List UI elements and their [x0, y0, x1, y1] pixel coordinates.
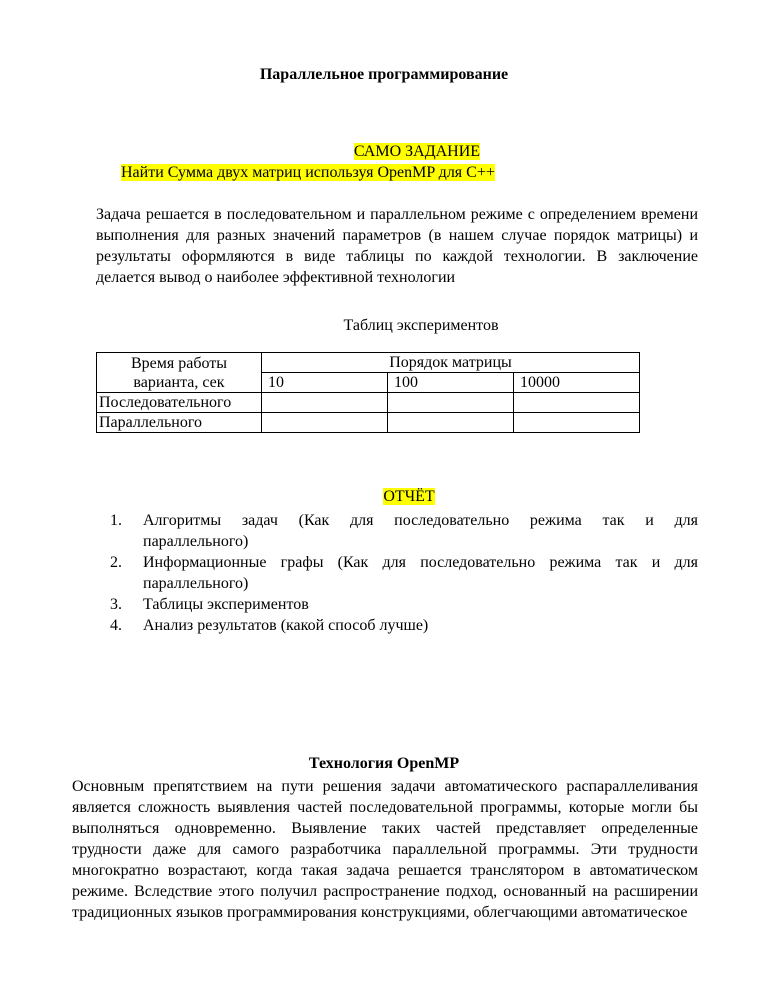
table-cell — [388, 393, 514, 413]
list-number: 2. — [110, 554, 122, 571]
list-item-text: Информационные графы (Как для последовательно режима так и для параллельного) — [143, 554, 698, 592]
task-statement: Найти Сумма двух матриц используя OpenMP для С++ — [121, 164, 495, 181]
report-list — [110, 510, 698, 636]
corner-header-line1: Время работы — [130, 354, 228, 372]
openmp-paragraph: Основным препятствием на пути решения задачи автоматического распараллеливания является сложность выявления частей последовательной программы, которые могли бы выполняться одновременно. Выявление таких частей представляет определенные трудности даже для самого разработчика параллельной программы. Эти трудности многократно возрастают, когда такая задача решается транслятором в автоматическом режиме. Вследствие этого получил распространение подход, основанный на расширении традиционных языков программирования конструкциями, облегчающими автоматическое — [72, 778, 698, 921]
list-item-text: Анализ результатов (какой способ лучше) — [143, 617, 429, 634]
list-number: 1. — [110, 512, 122, 529]
page-title: Параллельное программирование — [259, 66, 509, 83]
table-cell — [514, 393, 640, 413]
row-label: Последовательного — [97, 393, 262, 413]
column-header: 100 — [388, 373, 514, 393]
task-heading: САМО ЗАДАНИЕ — [353, 143, 481, 160]
group-header-cell: Порядок матрицы — [262, 353, 640, 373]
openmp-heading: Технология OpenMP — [308, 755, 460, 772]
task-description: Задача решается в последовательном и параллельном режиме с определением времени выполнения для разных значений параметров (в нашем случае порядок матрицы) и результаты оформляются в виде таблицы по каждой технологии. В заключение делается вывод о наиболее эффективной технологии — [96, 206, 698, 286]
list-item-text: Алгоритмы задач (Как для последовательно режима так и для параллельного) — [143, 512, 698, 550]
column-header: 10 — [262, 373, 388, 393]
row-label: Параллельного — [97, 413, 262, 433]
report-heading: ОТЧЁТ — [383, 488, 435, 505]
experiments-table — [96, 352, 640, 433]
table-cell — [388, 413, 514, 433]
table-cell — [262, 393, 388, 413]
table-cell — [262, 413, 388, 433]
list-item — [110, 615, 698, 636]
report-heading-wrap — [0, 488, 768, 506]
column-header: 10000 — [514, 373, 640, 393]
list-item — [110, 552, 698, 594]
list-number: 4. — [110, 617, 122, 634]
table-header-row — [97, 353, 640, 373]
corner-header-line2: варианта, сек — [133, 373, 225, 391]
task-heading-wrap — [0, 143, 768, 161]
table-row — [97, 413, 640, 433]
list-item — [110, 594, 698, 615]
table-cell — [514, 413, 640, 433]
corner-header-cell — [97, 353, 262, 393]
list-item — [110, 510, 698, 552]
table-caption: Таблиц экспериментов — [343, 317, 499, 334]
table-row — [97, 393, 640, 413]
list-item-text: Таблицы экспериментов — [143, 596, 309, 613]
list-number: 3. — [110, 596, 122, 613]
